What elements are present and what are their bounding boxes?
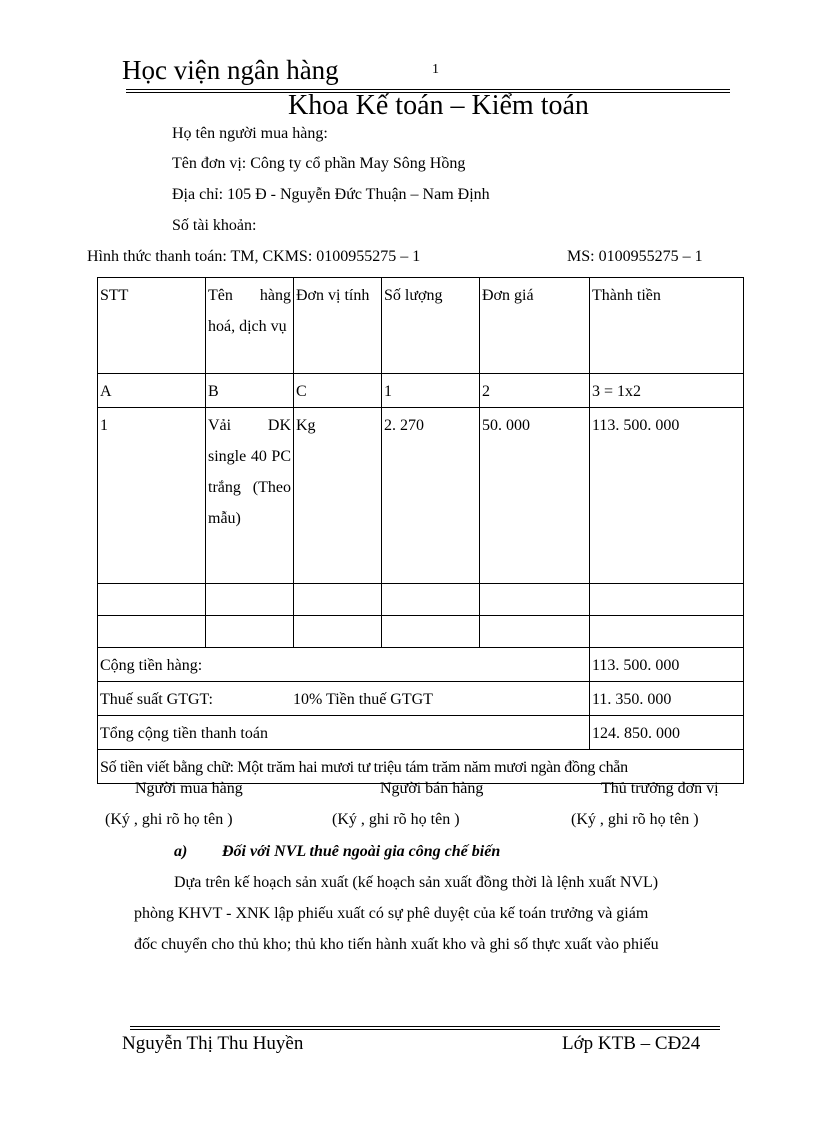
paragraph-line-2: phòng KHVT - XNK lập phiếu xuất có sự phê duyệt của kế toán trưởng và giám <box>134 905 649 922</box>
table-row <box>98 408 744 584</box>
vat-cell <box>98 682 590 716</box>
code-c: C <box>294 374 382 408</box>
code-b: B <box>206 374 294 408</box>
code-3: 3 = 1x2 <box>590 374 744 408</box>
signature-buyer-note: (Ký , ghi rõ họ tên ) <box>105 811 233 828</box>
address-value: 105 Đ - Nguyễn Đức Thuận – Nam Định <box>227 186 490 203</box>
section-marker: a) <box>174 843 188 860</box>
footer-author: Nguyễn Thị Thu Huyền <box>122 1033 304 1054</box>
item-name: Vải DK single 40 PC trắng (Theo mẫu) <box>206 408 294 584</box>
tax-code: MS: 0100955275 – 1 <box>567 248 703 265</box>
account-label: Số tài khoản: <box>172 217 257 234</box>
header-quantity: Số lượng <box>382 278 480 374</box>
paragraph-line-1: Dựa trên kế hoạch sản xuất (kế hoạch sản xuất đồng thời là lệnh xuất NVL) <box>174 874 659 891</box>
amount-in-words: Số tiền viết bằng chữ: Một trăm hai mươi tư triệu tám trăm năm mươi ngàn đồng chẵn <box>98 750 744 784</box>
table-code-row <box>98 374 744 408</box>
signature-head-note: (Ký , ghi rõ họ tên ) <box>571 811 699 828</box>
unit-line <box>172 155 465 173</box>
buyer-name-label: Họ tên người mua hàng: <box>172 125 328 142</box>
total-value: 124. 850. 000 <box>590 716 744 750</box>
code-2: 2 <box>480 374 590 408</box>
subtotal-label: Cộng tiền hàng: <box>98 648 590 682</box>
item-unit-price: 50. 000 <box>480 408 590 584</box>
total-label: Tổng cộng tiền thanh toán <box>98 716 590 750</box>
item-unit: Kg <box>294 408 382 584</box>
total-row <box>98 716 744 750</box>
vat-rate-label: 10% Tiền thuế GTGT <box>292 691 433 708</box>
empty-row <box>98 616 744 648</box>
payment-line: Hình thức thanh toán: TM, CKMS: 0100955275 – 1 <box>87 248 421 265</box>
signature-head: Thủ trưởng đơn vị <box>601 780 719 797</box>
paragraph-line-3: đốc chuyển cho thủ kho; thủ kho tiến hành xuất kho và ghi số thực xuất vào phiếu <box>134 936 659 953</box>
section-title: Đối với NVL thuê ngoài gia công chế biến <box>222 843 501 860</box>
address-line <box>172 186 490 204</box>
header-stt: STT <box>98 278 206 374</box>
table-header-row <box>98 278 744 374</box>
code-1: 1 <box>382 374 480 408</box>
signature-buyer: Người mua hàng <box>135 780 243 797</box>
item-amount: 113. 500. 000 <box>590 408 744 584</box>
vat-row <box>98 682 744 716</box>
unit-value: Công ty cổ phần May Sông Hồng <box>250 155 466 172</box>
signature-seller-note: (Ký , ghi rõ họ tên ) <box>332 811 460 828</box>
address-label: Địa chỉ: <box>172 186 224 203</box>
footer-rule <box>130 1026 720 1030</box>
department-title: Khoa Kế toán – Kiểm toán <box>288 90 589 121</box>
header-unit-price: Đơn giá <box>480 278 590 374</box>
footer-class: Lớp KTB – CĐ24 <box>562 1033 701 1054</box>
signature-seller: Người bán hàng <box>380 780 484 797</box>
empty-row <box>98 584 744 616</box>
institution-name: Học viện ngân hàng <box>122 55 339 85</box>
vat-label: Thuế suất GTGT: <box>100 691 213 708</box>
item-stt: 1 <box>98 408 206 584</box>
header-unit: Đơn vị tính <box>294 278 382 374</box>
in-words-row <box>98 750 744 784</box>
page-number: 1 <box>432 62 439 77</box>
invoice-table <box>97 277 744 784</box>
header-amount: Thành tiền <box>590 278 744 374</box>
subtotal-row <box>98 648 744 682</box>
code-a: A <box>98 374 206 408</box>
unit-label: Tên đơn vị: <box>172 155 247 172</box>
subtotal-value: 113. 500. 000 <box>590 648 744 682</box>
header-item-name: Tên hàng hoá, dịch vụ <box>206 278 294 374</box>
item-quantity: 2. 270 <box>382 408 480 584</box>
vat-value: 11. 350. 000 <box>590 682 744 716</box>
